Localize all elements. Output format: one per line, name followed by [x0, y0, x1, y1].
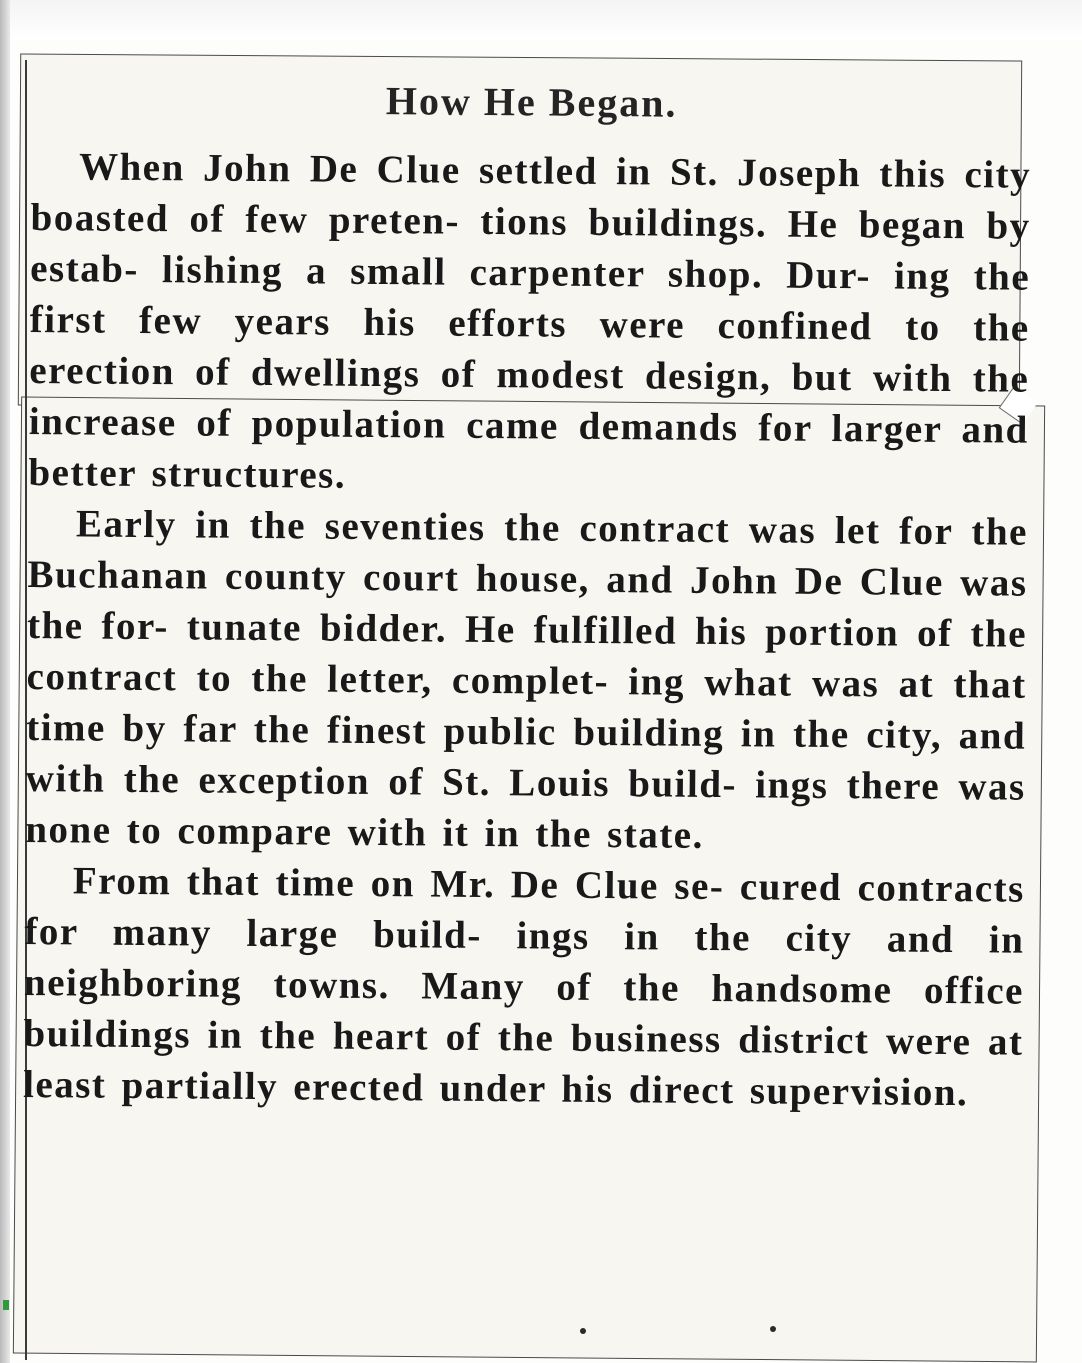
article-paragraph: Early in the seventies the contract was let for the Buchanan county court house, and John De Clue was the for- tunate bidder. He fulfilled his portion of the contract to the letter, complet- ing what was at that time by far the finest public building in the city, and with the exception of St. Louis build- ings there was none to compare with it in the state. [25, 502, 1029, 857]
ink-speck [580, 1328, 586, 1334]
newspaper-article [23, 64, 1032, 1119]
scanner-mark [3, 1300, 9, 1310]
scanner-left-edge [0, 0, 10, 1363]
article-paragraph: From that time on Mr. De Clue se- cured contracts for many large build- ings in the city and in neighboring towns. Many of the handsome office buildings in the heart of the business district were at least partially erected under his direct supervision. [22, 859, 1026, 1115]
article-headline: How He Began. [385, 78, 678, 126]
ink-speck [770, 1326, 776, 1332]
scanner-top-edge [0, 0, 1082, 40]
article-paragraph: When John De Clue settled in St. Joseph this city boasted of few preten- tions buildings. He began by estab- lishing a small carpenter shop. Dur- ing the first few years his efforts were confined to the erection of dwellings of modest design, but with the increase of population came demands for larger and better structures. [28, 145, 1032, 497]
